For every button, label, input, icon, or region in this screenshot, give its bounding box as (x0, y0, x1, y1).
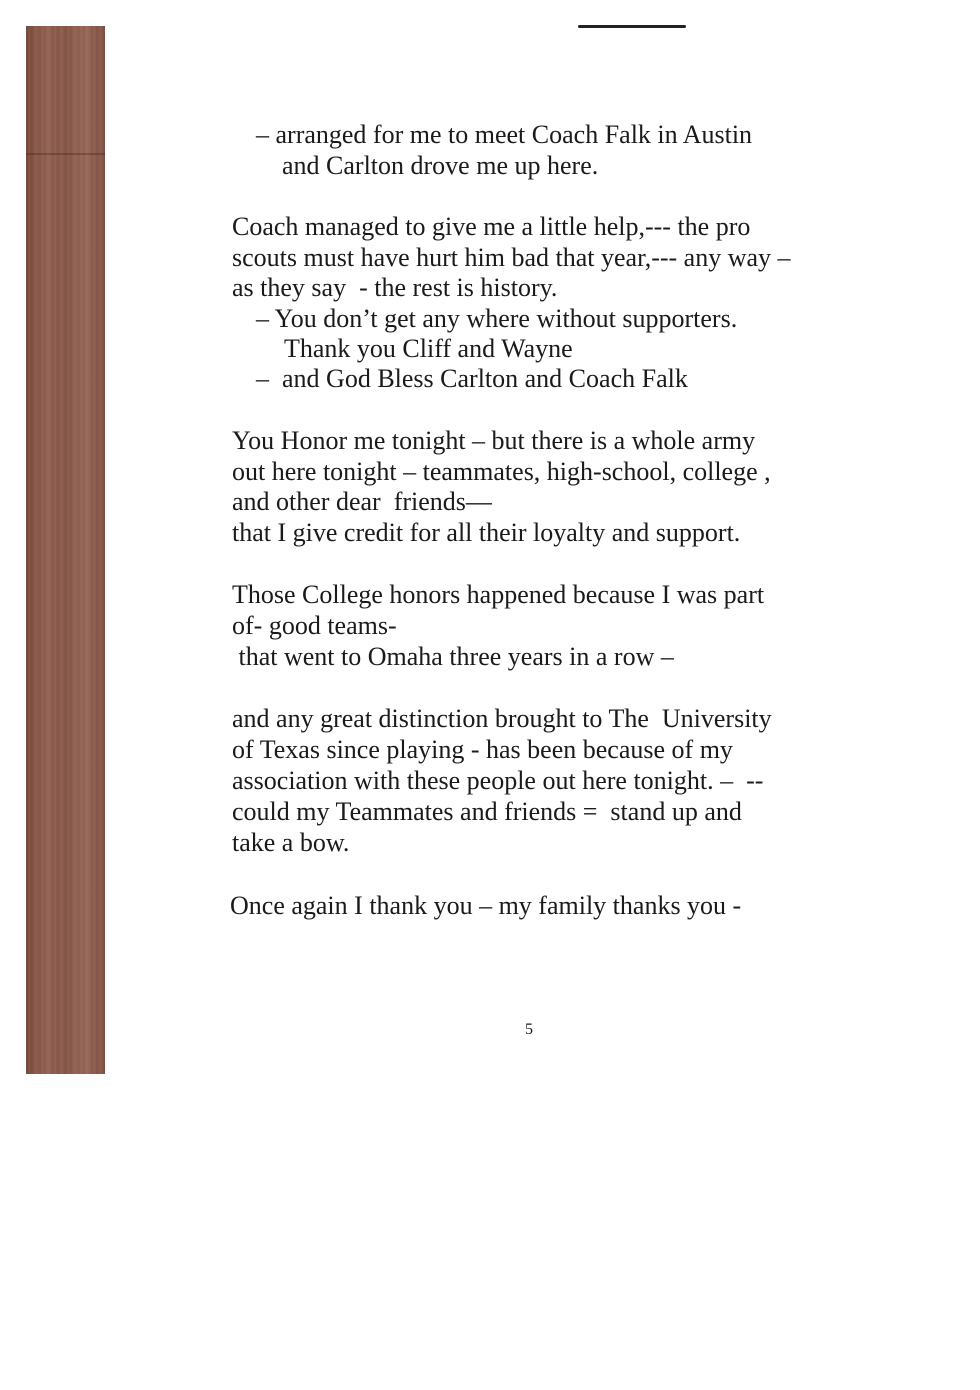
text-line: scouts must have hurt him bad that year,--- any way – (232, 243, 791, 272)
text-line: Those College honors happened because I was part (232, 580, 765, 609)
text-line: and Carlton drove me up here. (282, 151, 599, 180)
text-line: – You don’t get any where without supporters. (256, 304, 738, 333)
text-line: and any great distinction brought to The University (232, 704, 772, 733)
text-line: association with these people out here tonight. – -- (232, 766, 764, 795)
text-line: out here tonight – teammates, high-school, college , (232, 457, 771, 486)
text-line: that I give credit for all their loyalty and support. (232, 518, 741, 547)
text-line: as they say - the rest is history. (232, 273, 558, 302)
page-number: 5 (525, 1021, 533, 1038)
text-line: of- good teams- (232, 611, 397, 640)
text-line: Coach managed to give me a little help,--- the pro (232, 212, 751, 241)
text-line: – arranged for me to meet Coach Falk in Austin (256, 120, 753, 149)
text-line: Once again I thank you – my family thanks you - (230, 891, 742, 920)
text-line: take a bow. (232, 828, 350, 857)
text-line: – and God Bless Carlton and Coach Falk (256, 364, 688, 393)
text-line: Thank you Cliff and Wayne (284, 334, 573, 363)
text-line: and other dear friends— (232, 487, 492, 516)
text-line: You Honor me tonight – but there is a whole army (232, 426, 756, 455)
text-line: that went to Omaha three years in a row – (232, 642, 674, 671)
text-line: could my Teammates and friends = stand up and (232, 797, 742, 826)
text-line: of Texas since playing - has been because of my (232, 735, 733, 764)
